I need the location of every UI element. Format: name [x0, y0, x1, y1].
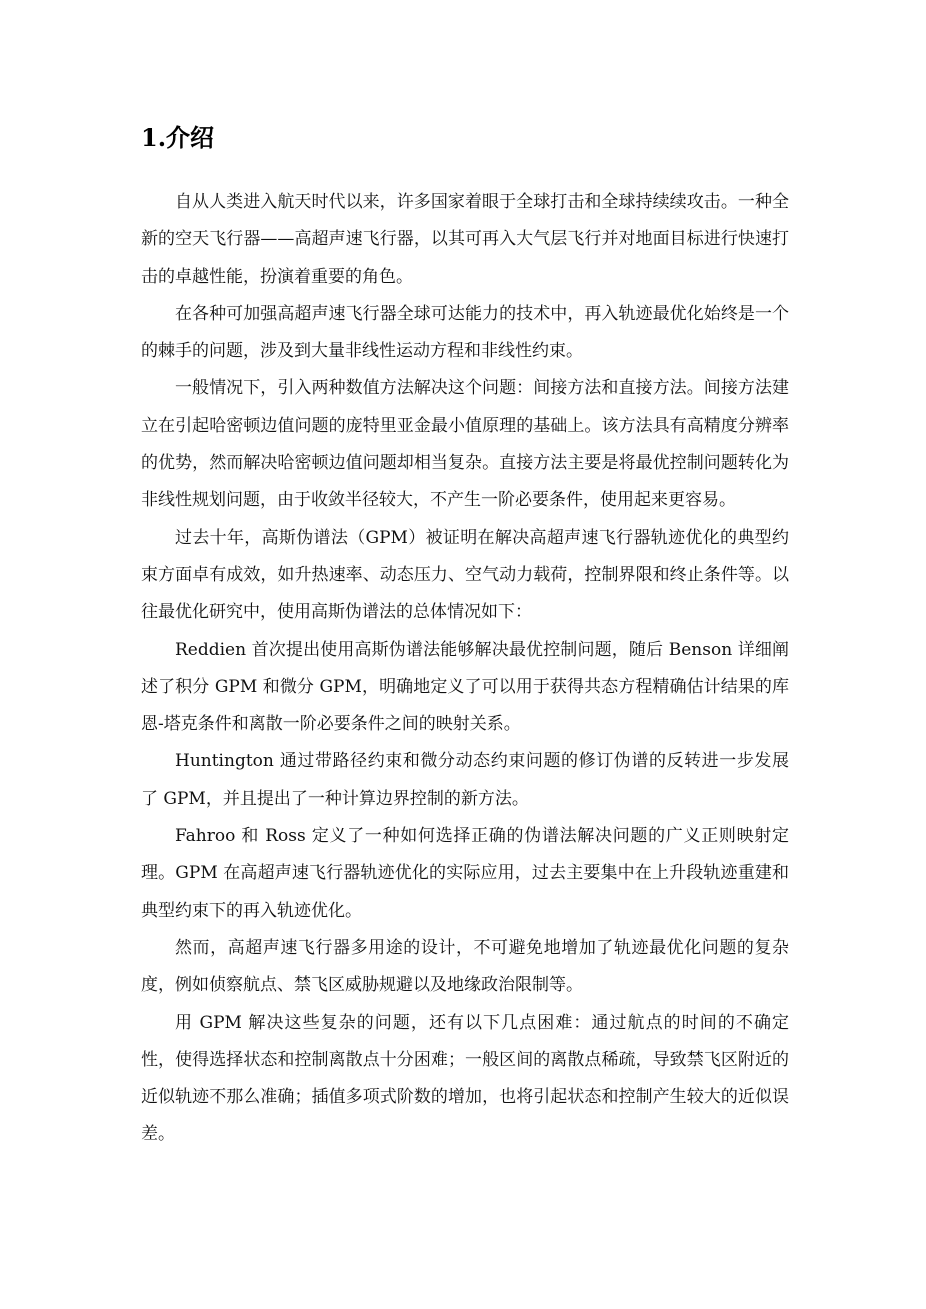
paragraph-7: Fahroo 和 Ross 定义了一种如何选择正确的伪谱法解决问题的广义正则映射定理。GPM 在高超声速飞行器轨迹优化的实际应用，过去主要集中在上升段轨迹重建和典型约束下的再入轨迹优化。 — [141, 826, 789, 921]
section-body — [141, 184, 789, 1154]
paragraph-9: 用 GPM 解决这些复杂的问题，还有以下几点困难：通过航点的时间的不确定性，使得选择状态和控制离散点十分困难；一般区间的离散点稀疏，导致禁飞区附近的近似轨迹不那么准确；插值多项式阶数的增加，也将引起状态和控制产生较大的近似误差。 — [141, 1012, 789, 1145]
paragraph-6: Huntington 通过带路径约束和微分动态约束问题的修订伪谱的反转进一步发展了 GPM，并且提出了一种计算边界控制的新方法。 — [141, 751, 789, 809]
section-heading: 1.介绍 — [141, 123, 215, 152]
paragraph-2: 在各种可加强高超声速飞行器全球可达能力的技术中，再入轨迹最优化始终是一个的棘手的问题，涉及到大量非线性运动方程和非线性约束。 — [141, 303, 789, 362]
paragraph-1: 自从人类进入航天时代以来，许多国家着眼于全球打击和全球持续续攻击。一种全新的空天飞行器——高超声速飞行器，以其可再入大气层飞行并对地面目标进行快速打击的卓越性能，扮演着重要的角色。 — [141, 192, 789, 287]
paragraph-3: 一般情况下，引入两种数值方法解决这个问题：间接方法和直接方法。间接方法建立在引起哈密顿边值问题的庞特里亚金最小值原理的基础上。该方法具有高精度分辨率的优势，然而解决哈密顿边值问题却相当复杂。直接方法主要是将最优控制问题转化为非线性规划问题，由于收敛半径较大，不产生一阶必要条件，使用起来更容易。 — [141, 378, 789, 511]
paragraph-8: 然而，高超声速飞行器多用途的设计，不可避免地增加了轨迹最优化问题的复杂度，例如侦察航点、禁飞区威胁规避以及地缘政治限制等。 — [141, 937, 789, 996]
paragraph-5: Reddien 首次提出使用高斯伪谱法能够解决最优控制问题，随后 Benson 详细阐述了积分 GPM 和微分 GPM，明确地定义了可以用于获得共态方程精确估计结果的库恩-塔克条件和离散一阶必要条件之间的映射关系。 — [141, 639, 789, 735]
paragraph-4: 过去十年，高斯伪谱法（GPM）被证明在解决高超声速飞行器轨迹优化的典型约束方面卓有成效，如升热速率、动态压力、空气动力载荷，控制界限和终止条件等。以往最优化研究中，使用高斯伪谱法的总体情况如下： — [141, 527, 789, 623]
